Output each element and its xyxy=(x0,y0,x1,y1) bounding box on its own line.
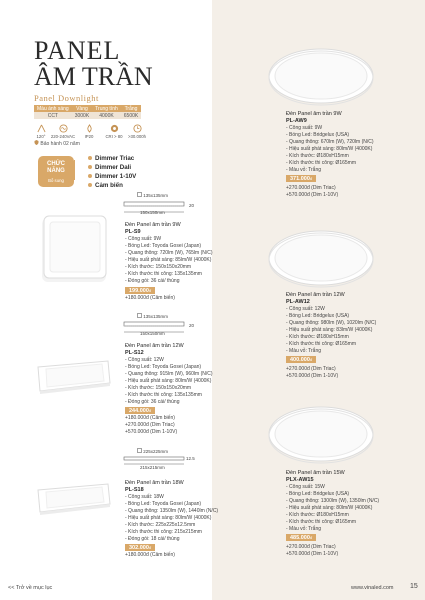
cct-value-cell: 4000K xyxy=(92,112,121,119)
shield-icon xyxy=(34,140,39,145)
function-item: Dimmer Dali xyxy=(88,164,131,171)
feature-line: - Quang thông: 1300lm (W), 1350lm (N/C) xyxy=(286,498,380,504)
product-name: Đèn Panel âm trần 9W xyxy=(286,111,342,117)
ruler-icon xyxy=(137,313,142,318)
feature-line: - Kích thước thi công: Ø165mm xyxy=(286,519,356,525)
product-features xyxy=(125,236,213,285)
feature-line: - Công suất: 12W xyxy=(125,357,164,363)
feature-line: - Kích thước thi công: 215x215mm xyxy=(125,529,202,535)
cct-value-cell: CCT xyxy=(34,112,72,119)
spec-label: CRI > 80 xyxy=(105,134,123,139)
price-badge xyxy=(125,287,155,294)
feature-line: - Kích thước thi công: 135x135mm xyxy=(125,392,202,398)
extra-prices xyxy=(286,366,338,380)
feature-line: - Hiệu suất phát sáng: 85lm/W (4000K) xyxy=(125,257,212,263)
cct-header-cell: Vàng xyxy=(72,105,92,112)
product-image-pl-aw9 xyxy=(266,46,376,106)
price-value: 371.000 xyxy=(290,176,310,182)
functions-badge-title: CHỨC xyxy=(47,161,65,167)
ip-rating-icon xyxy=(85,124,94,133)
price-value: 244.000 xyxy=(129,408,149,414)
feature-line: - Hiệu suất phát sáng: 80lm/W (4000K) xyxy=(286,505,373,511)
feature-line: - Quang thông: 670lm (W), 720lm (N/C) xyxy=(286,139,374,145)
price-value: 485.000 xyxy=(290,535,310,541)
cct-value-cell: 3000K xyxy=(72,112,92,119)
spec-lifetime xyxy=(122,124,152,139)
cutout-label: 135x135mm xyxy=(143,314,169,319)
extra-price: +270.000đ (Dim Triac) xyxy=(286,185,336,191)
feature-line: - Công suất: 12W xyxy=(286,306,325,312)
extra-price: +570.000đ (Dim 1-10V) xyxy=(286,551,339,557)
feature-line: - Kích thước: 150x150x20mm xyxy=(125,385,192,391)
extra-price: +270.000đ (Dim Triac) xyxy=(286,366,336,372)
feature-line: - Quang thông: 980lm (W), 1020lm (N/C) xyxy=(286,320,377,326)
height-label: 12.5 xyxy=(186,456,195,461)
product-code: PL-AW12 xyxy=(286,299,310,305)
feature-line: - Quang thông: 915lm (W), 960lm (N/C) xyxy=(125,371,213,377)
extra-prices xyxy=(125,295,175,302)
feature-line: - Màu vỏ: Trắng xyxy=(286,167,322,173)
price-unit: đ xyxy=(148,288,152,293)
ruler-icon xyxy=(137,448,142,453)
feature-line: - Màu vỏ: Trắng xyxy=(286,526,322,532)
height-label: 20 xyxy=(189,323,195,328)
cct-header-cell: Màu ánh sáng xyxy=(34,105,72,112)
feature-line: - Bóng Led: Bridgelux (USA) xyxy=(286,491,350,497)
extra-prices xyxy=(286,185,338,199)
cct-table xyxy=(34,105,141,119)
page-title-line2: ÂM TRẦN xyxy=(34,62,153,91)
cutout-dimension xyxy=(137,313,168,319)
feature-line: - Công suất: 18W xyxy=(125,494,164,500)
price-value: 199.000 xyxy=(129,288,149,294)
extra-prices xyxy=(286,544,338,558)
cct-value-row xyxy=(34,112,141,119)
function-item: Dimmer Triac xyxy=(88,155,134,162)
feature-line: - Bóng Led: Toyoda Gosei (Japan) xyxy=(125,243,202,249)
warranty-note xyxy=(34,140,80,147)
product-name: Đèn Panel âm trần 12W xyxy=(125,343,184,349)
product-features xyxy=(125,494,218,543)
price-badge xyxy=(286,534,316,541)
feature-line: - Đóng gói: 36 cái/ thùng xyxy=(125,278,180,284)
feature-line: - Quang thông: 1350lm (W), 1440lm (N/C) xyxy=(125,508,219,514)
feature-line: - Kích thước: Ø180xH15mm xyxy=(286,334,349,340)
voltage-icon xyxy=(59,124,68,133)
extra-price: +180.000đ (Cảm biến) xyxy=(125,415,175,421)
height-label: 20 xyxy=(189,203,195,208)
size-label: 150x150mm xyxy=(140,210,165,215)
feature-line: - Đóng gói: 18 cái/ thùng xyxy=(125,536,180,542)
price-badge xyxy=(125,544,155,551)
price-badge xyxy=(286,356,316,363)
extra-price: +180.000đ (Cảm biến) xyxy=(125,552,175,558)
cct-header-cell: Trung tính xyxy=(92,105,121,112)
extra-price: +180.000đ (Cảm biến) xyxy=(125,295,175,301)
page-subtitle: Panel Downlight xyxy=(34,93,99,103)
extra-price: +570.000đ (Dim 1-10V) xyxy=(286,373,339,379)
feature-line: - Bóng Led: Bridgelux (USA) xyxy=(286,132,350,138)
cutout-dimension xyxy=(137,192,168,198)
feature-line: - Quang thông: 720lm (W), 765lm (N/C) xyxy=(125,250,213,256)
price-unit: đ xyxy=(148,408,152,413)
feature-line: - Kích thước thi công: 135x135mm xyxy=(125,271,202,277)
price-badge xyxy=(286,175,316,182)
price-unit: đ xyxy=(309,176,313,181)
cutout-label: 135x135mm xyxy=(143,193,169,198)
feature-line: - Đóng gói: 36 cái/ thùng xyxy=(125,399,180,405)
extra-price: +570.000đ (Dim 1-10V) xyxy=(286,192,339,198)
feature-line: - Công suất: 9W xyxy=(125,236,162,242)
product-code: PL-S18 xyxy=(125,487,144,493)
functions-badge xyxy=(38,156,74,187)
product-features xyxy=(125,357,213,406)
feature-line: - Kích thước: 225x225x12.5mm xyxy=(125,522,196,528)
beam-angle-icon xyxy=(37,124,46,133)
lifetime-icon xyxy=(133,124,142,133)
functions-badge-title: NĂNG xyxy=(47,168,65,174)
product-name: Đèn Panel âm trần 15W xyxy=(286,470,345,476)
cct-header-cell: Trắng xyxy=(121,105,141,112)
cct-value-cell: 6500K xyxy=(121,112,141,119)
function-item: Cảm biến xyxy=(88,182,123,189)
cutout-dimension xyxy=(137,448,168,454)
product-features xyxy=(286,306,376,355)
product-image-plx-aw15 xyxy=(266,404,376,464)
feature-line: - Kích thước: Ø180xH15mm xyxy=(286,153,349,159)
product-code: PL-AW9 xyxy=(286,118,307,124)
spec-label: 220-240VAC xyxy=(50,134,76,139)
feature-line: - Công suất: 15W xyxy=(286,484,325,490)
product-name: Đèn Panel âm trần 12W xyxy=(286,292,345,298)
product-features xyxy=(286,125,374,174)
cri-icon xyxy=(110,124,119,133)
cct-header-row xyxy=(34,105,141,112)
price-badge xyxy=(125,407,155,414)
product-image-pl-s9 xyxy=(38,212,110,284)
extra-price: +570.000đ (Dim 1-10V) xyxy=(125,429,178,435)
extra-price: +270.000đ (Dim Triac) xyxy=(125,422,175,428)
cutout-label: 225x225mm xyxy=(143,449,169,454)
feature-line: - Công suất: 9W xyxy=(286,125,323,131)
feature-line: - Kích thước thi công: Ø165mm xyxy=(286,341,356,347)
feature-line: - Kích thước thi công: Ø165mm xyxy=(286,160,356,166)
size-label: 150x150mm xyxy=(140,331,165,336)
price-unit: đ xyxy=(309,357,313,362)
page-title-line1: PANEL xyxy=(34,36,121,65)
product-name: Đèn Panel âm trần 9W xyxy=(125,222,181,228)
back-to-contents-link[interactable]: << Trở về mục lục xyxy=(8,585,53,591)
spec-label: >30.000h xyxy=(127,134,147,139)
feature-line: - Bóng Led: Toyoda Gosei (Japan) xyxy=(125,364,202,370)
spec-label: 120° xyxy=(36,134,46,139)
price-unit: đ xyxy=(148,545,152,550)
feature-line: - Kích thước: Ø180xH15mm xyxy=(286,512,349,518)
product-image-pl-s12 xyxy=(32,353,114,399)
spec-label: IP20 xyxy=(84,134,94,139)
function-item: Dimmer 1-10V xyxy=(88,173,136,180)
price-value: 302.000 xyxy=(129,545,149,551)
website-link[interactable]: www.vinaled.com xyxy=(351,585,394,591)
product-code: PLX-AW15 xyxy=(286,477,314,483)
price-value: 400.000 xyxy=(290,357,310,363)
product-code: PL-S9 xyxy=(125,229,141,235)
feature-line: - Hiệu suất phát sáng: 80lm/W (4000K) xyxy=(286,146,373,152)
extra-price: +270.000đ (Dim Triac) xyxy=(286,544,336,550)
warranty-text: Bảo hành 02 năm xyxy=(40,141,80,147)
extra-prices xyxy=(125,415,177,436)
feature-line: - Bóng Led: Toyoda Gosei (Japan) xyxy=(125,501,202,507)
feature-line: - Hiệu suất phát sáng: 83lm/W (4000K) xyxy=(286,327,373,333)
page-number: 15 xyxy=(410,583,418,590)
ruler-icon xyxy=(137,192,142,197)
product-features xyxy=(286,484,379,533)
size-label: 215x215mm xyxy=(140,465,165,470)
product-image-pl-s18 xyxy=(32,478,114,518)
functions-connector xyxy=(74,160,89,180)
product-code: PL-S12 xyxy=(125,350,144,356)
product-image-pl-aw12 xyxy=(266,228,376,288)
feature-line: - Hiệu suất phát sáng: 80lm/W (4000K) xyxy=(125,378,212,384)
price-unit: đ xyxy=(309,535,313,540)
feature-line: - Bóng Led: Bridgelux (USA) xyxy=(286,313,350,319)
functions-badge-subtitle: Bổ sung xyxy=(48,178,64,183)
product-name: Đèn Panel âm trần 18W xyxy=(125,480,184,486)
feature-line: - Hiệu suất phát sáng: 80lm/W (4000K) xyxy=(125,515,212,521)
extra-prices xyxy=(125,552,175,559)
feature-line: - Màu vỏ: Trắng xyxy=(286,348,322,354)
feature-line: - Kích thước: 150x150x20mm xyxy=(125,264,192,270)
